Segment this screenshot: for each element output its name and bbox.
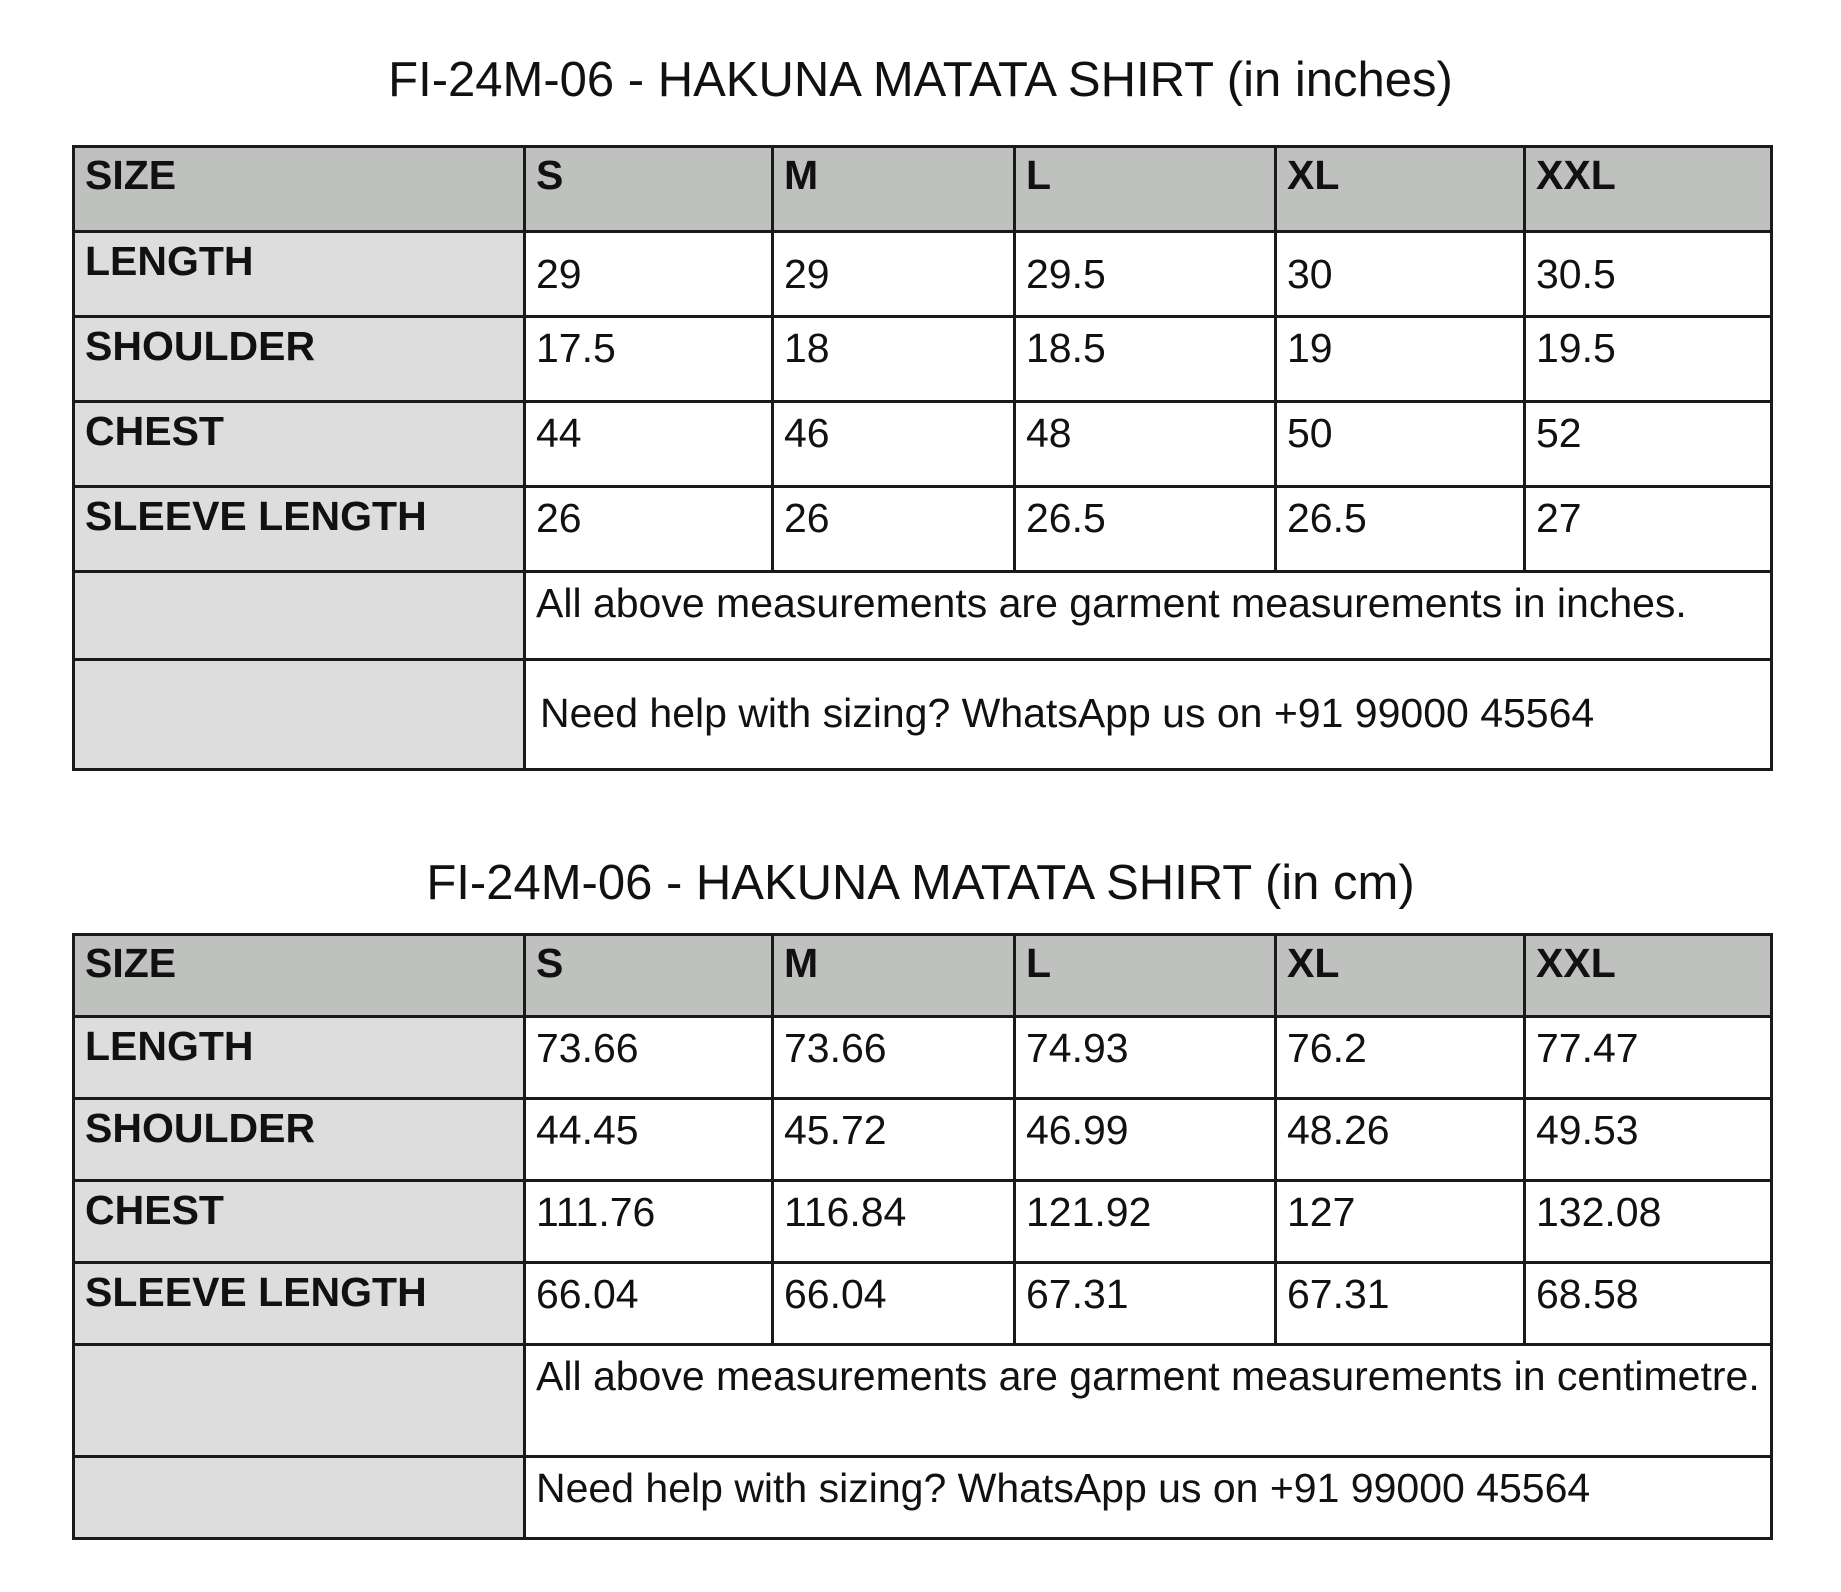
value-cell: 77.47 <box>1525 1017 1772 1099</box>
header-cell-s: S <box>525 935 773 1017</box>
value-cell: 46.99 <box>1015 1099 1276 1181</box>
header-cell-xl: XL <box>1276 935 1525 1017</box>
table-row-length <box>74 232 1772 317</box>
value-cell: 116.84 <box>773 1181 1015 1263</box>
value-cell: 44.45 <box>525 1099 773 1181</box>
header-cell-m: M <box>773 147 1015 232</box>
value-cell: 46 <box>773 402 1015 487</box>
value-cell: 76.2 <box>1276 1017 1525 1099</box>
empty-label-cell <box>74 1457 525 1539</box>
measurement-note: All above measurements are garment measurements in inches. <box>525 572 1772 660</box>
sizing-help-text: Need help with sizing? WhatsApp us on +91 99000 45564 <box>525 1457 1772 1539</box>
value-cell: 44 <box>525 402 773 487</box>
cm-size-table <box>72 933 1773 1540</box>
value-cell: 17.5 <box>525 317 773 402</box>
value-cell: 52 <box>1525 402 1772 487</box>
row-label: CHEST <box>74 402 525 487</box>
header-cell-s: S <box>525 147 773 232</box>
value-cell: 73.66 <box>773 1017 1015 1099</box>
value-cell: 45.72 <box>773 1099 1015 1181</box>
value-cell: 26.5 <box>1276 487 1525 572</box>
value-cell: 29 <box>773 232 1015 317</box>
value-cell: 26.5 <box>1015 487 1276 572</box>
value-cell: 19 <box>1276 317 1525 402</box>
value-cell: 67.31 <box>1276 1263 1525 1345</box>
value-cell: 50 <box>1276 402 1525 487</box>
value-cell: 127 <box>1276 1181 1525 1263</box>
table-row-shoulder <box>74 1099 1772 1181</box>
value-cell: 29.5 <box>1015 232 1276 317</box>
value-cell: 49.53 <box>1525 1099 1772 1181</box>
value-cell: 74.93 <box>1015 1017 1276 1099</box>
sizing-help-text: Need help with sizing? WhatsApp us on +91 99000 45564 <box>525 660 1772 770</box>
row-label: SLEEVE LENGTH <box>74 487 525 572</box>
table-header-row <box>74 935 1772 1017</box>
header-cell-size: SIZE <box>74 147 525 232</box>
value-cell: 48 <box>1015 402 1276 487</box>
value-cell: 30.5 <box>1525 232 1772 317</box>
value-cell: 29 <box>525 232 773 317</box>
value-cell: 30 <box>1276 232 1525 317</box>
inches-table-title: FI-24M-06 - HAKUNA MATATA SHIRT (in inches) <box>388 53 1453 107</box>
value-cell: 26 <box>525 487 773 572</box>
header-cell-xl: XL <box>1276 147 1525 232</box>
header-cell-l: L <box>1015 935 1276 1017</box>
empty-label-cell <box>74 660 525 770</box>
header-cell-xxl: XXL <box>1525 935 1772 1017</box>
table-row-sleeve-length <box>74 1263 1772 1345</box>
header-cell-xxl: XXL <box>1525 147 1772 232</box>
table-header-row <box>74 147 1772 232</box>
table-row-note <box>74 1345 1772 1457</box>
table-row-chest <box>74 402 1772 487</box>
value-cell: 18.5 <box>1015 317 1276 402</box>
value-cell: 121.92 <box>1015 1181 1276 1263</box>
value-cell: 26 <box>773 487 1015 572</box>
table-row-chest <box>74 1181 1772 1263</box>
value-cell: 73.66 <box>525 1017 773 1099</box>
empty-label-cell <box>74 572 525 660</box>
header-cell-size: SIZE <box>74 935 525 1017</box>
row-label: SLEEVE LENGTH <box>74 1263 525 1345</box>
value-cell: 18 <box>773 317 1015 402</box>
value-cell: 66.04 <box>525 1263 773 1345</box>
table-row-help <box>74 660 1772 770</box>
empty-label-cell <box>74 1345 525 1457</box>
table-row-shoulder <box>74 317 1772 402</box>
header-cell-m: M <box>773 935 1015 1017</box>
row-label: CHEST <box>74 1181 525 1263</box>
row-label: SHOULDER <box>74 1099 525 1181</box>
value-cell: 111.76 <box>525 1181 773 1263</box>
table-row-help <box>74 1457 1772 1539</box>
table-row-sleeve-length <box>74 487 1772 572</box>
row-label: LENGTH <box>74 1017 525 1099</box>
value-cell: 27 <box>1525 487 1772 572</box>
value-cell: 48.26 <box>1276 1099 1525 1181</box>
table-row-length <box>74 1017 1772 1099</box>
table-row-note <box>74 572 1772 660</box>
measurement-note: All above measurements are garment measurements in centimetre. <box>525 1345 1772 1457</box>
cm-table-title: FI-24M-06 - HAKUNA MATATA SHIRT (in cm) <box>426 856 1415 910</box>
value-cell: 67.31 <box>1015 1263 1276 1345</box>
header-cell-l: L <box>1015 147 1276 232</box>
value-cell: 66.04 <box>773 1263 1015 1345</box>
value-cell: 68.58 <box>1525 1263 1772 1345</box>
inches-size-table <box>72 145 1773 771</box>
value-cell: 132.08 <box>1525 1181 1772 1263</box>
row-label: LENGTH <box>74 232 525 317</box>
row-label: SHOULDER <box>74 317 525 402</box>
value-cell: 19.5 <box>1525 317 1772 402</box>
